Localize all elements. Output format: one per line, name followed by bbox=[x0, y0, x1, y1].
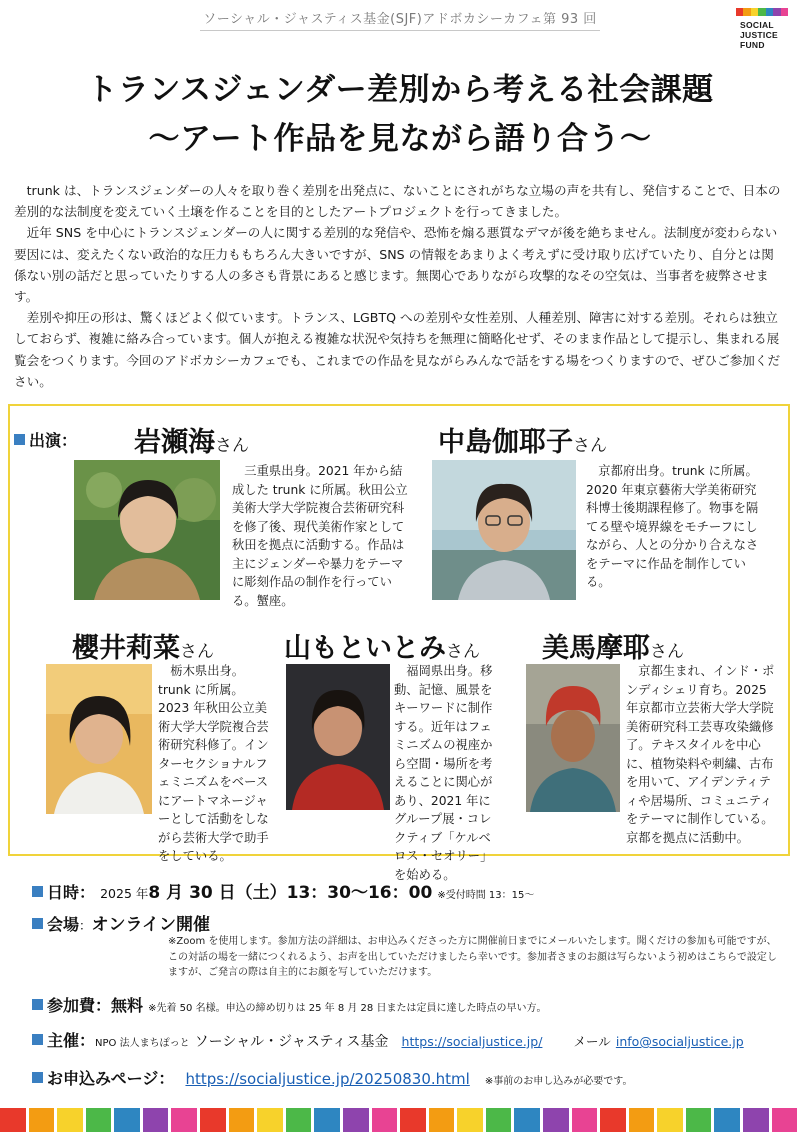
bio-mima: 京都生まれ、インド・ポンディシェリ育ち。2025 年京都市立芸術大学大学院美術研究科工芸専攻染織修了。テキスタイルを中心に、植物染料や刺繍、古布を用いて、アイデンティティや居場所、コミュニティをテーマに制作している。京都を拠点に活動中。 bbox=[626, 664, 775, 845]
event-host-row bbox=[32, 1028, 744, 1051]
venue-separator: ： bbox=[79, 918, 92, 933]
logo-color-swatch bbox=[766, 8, 773, 16]
date-label: 日時： bbox=[47, 883, 96, 902]
color-strip-block bbox=[286, 1108, 312, 1132]
venue-value: オンライン開催 bbox=[91, 915, 211, 935]
host-label: 主催： bbox=[47, 1031, 96, 1050]
portrait-photo-mima bbox=[526, 664, 620, 812]
color-strip-footer bbox=[0, 1108, 800, 1132]
bio-sakurai: 栃木県出身。trunk に所属。2023 年秋田公立美術大学大学院複合芸術研究科修了。インターセクショナルフェミニズムをベースにアートマネージャーとして活動をしながら芸術大学で助手をしている。 bbox=[158, 664, 269, 863]
apply-note: ※事前のお申し込みが必要です。 bbox=[484, 1076, 633, 1087]
color-strip-block bbox=[86, 1108, 112, 1132]
venue-label: 会場 bbox=[47, 915, 80, 934]
cast-name-yamamoto bbox=[284, 626, 480, 665]
logo-wordmark bbox=[740, 20, 778, 50]
host-org: ソーシャル・ジャスティス基金 bbox=[194, 1034, 389, 1050]
logo-line: SOCIAL bbox=[740, 20, 774, 30]
event-fee-row bbox=[32, 993, 546, 1016]
logo-line: JUSTICE bbox=[740, 30, 778, 40]
color-strip-block bbox=[543, 1108, 569, 1132]
color-strip-block bbox=[114, 1108, 140, 1132]
fee-note: ※先着 50 名様。申込の締め切りは 25 年 8 月 28 日または定員に達した時点の早い方。 bbox=[148, 1003, 547, 1014]
date-year: 2025 年 bbox=[100, 886, 149, 901]
sjf-logo bbox=[736, 8, 788, 60]
color-strip-block bbox=[343, 1108, 369, 1132]
person-name: 美馬摩耶 bbox=[542, 633, 650, 664]
logo-color-bar bbox=[736, 8, 788, 16]
color-strip-block bbox=[657, 1108, 683, 1132]
color-strip-block bbox=[686, 1108, 712, 1132]
page-title-line1: トランスジェンダー差別から考える社会課題 bbox=[86, 72, 714, 108]
cast-name-iwase bbox=[134, 420, 249, 459]
page-title-line2: 〜アート作品を見ながら語り合う〜 bbox=[148, 121, 652, 157]
color-strip-block bbox=[229, 1108, 255, 1132]
fee-label: 参加費：無料 bbox=[47, 996, 144, 1015]
color-strip-block bbox=[772, 1108, 798, 1132]
color-strip-block bbox=[400, 1108, 426, 1132]
host-url-link[interactable]: https://socialjustice.jp/ bbox=[401, 1034, 543, 1049]
logo-color-swatch bbox=[773, 8, 780, 16]
color-strip-block bbox=[486, 1108, 512, 1132]
color-strip-block bbox=[57, 1108, 83, 1132]
honorific: さん bbox=[180, 642, 214, 662]
logo-line: FUND bbox=[740, 40, 765, 50]
portrait-photo-sakurai bbox=[46, 664, 152, 814]
cast-name-nakajima bbox=[438, 420, 607, 459]
person-name: 山もといとみ bbox=[284, 633, 446, 664]
honorific: さん bbox=[446, 642, 480, 662]
cast-name-sakurai bbox=[72, 626, 214, 665]
color-strip-block bbox=[429, 1108, 455, 1132]
color-strip-block bbox=[514, 1108, 540, 1132]
portrait-photo-iwase bbox=[74, 460, 220, 600]
color-strip-block bbox=[372, 1108, 398, 1132]
logo-color-swatch bbox=[781, 8, 788, 16]
square-bullet-icon bbox=[14, 434, 25, 445]
color-strip-block bbox=[600, 1108, 626, 1132]
person-name: 櫻井莉菜 bbox=[72, 633, 180, 664]
logo-color-swatch bbox=[758, 8, 765, 16]
square-bullet-icon bbox=[32, 1072, 43, 1083]
event-apply-row bbox=[32, 1066, 633, 1089]
color-strip-block bbox=[29, 1108, 55, 1132]
honorific: さん bbox=[573, 436, 607, 456]
color-strip-block bbox=[314, 1108, 340, 1132]
color-strip-block bbox=[629, 1108, 655, 1132]
series-underline bbox=[200, 30, 600, 31]
apply-url-link[interactable]: https://socialjustice.jp/20250830.html bbox=[185, 1070, 470, 1088]
color-strip-block bbox=[143, 1108, 169, 1132]
venue-note: ※Zoom を使用します。参加方法の詳細は、お申込みくださった方に開催前日までにメールいたします。聞くだけの参加も可能ですが、この対話の場を一緒につくれるよう、お声を出していただけましたら幸いです。参加者さまのお顔は写らないよう初めはこちらで設定しますが、ご発言の際は自主的にお顔を写していただけます。 bbox=[168, 936, 777, 978]
bio-nakajima: 京都府出身。trunk に所属。2020 年東京藝術大学美術研究科博士後期課程修了。物事を隔てる壁や境界線をモチーフにしながら、人との分かり合えなさをテーマに作品を制作している。 bbox=[586, 464, 759, 589]
apply-label: お申込みページ： bbox=[47, 1069, 175, 1088]
date-value: 8 月 30 日（土）13：30〜16：00 bbox=[148, 883, 433, 903]
color-strip-block bbox=[714, 1108, 740, 1132]
date-note: ※受付時間 13：15〜 bbox=[437, 890, 535, 901]
color-strip-block bbox=[572, 1108, 598, 1132]
cast-name-mima bbox=[542, 626, 684, 665]
portrait-photo-yamamoto bbox=[286, 664, 390, 810]
portrait-photo-nakajima bbox=[432, 460, 576, 600]
color-strip-block bbox=[171, 1108, 197, 1132]
bio-yamamoto: 福岡県出身。移動、記憶、風景をキーワードに制作する。近年はフェミニズムの視座から空間・場所を考えることに関心があり、2021 年にグループ展・コレクティブ「ケルベロス・セオリー」を始める。 bbox=[394, 664, 493, 882]
mail-address-link[interactable]: info@socialjustice.jp bbox=[615, 1034, 744, 1049]
color-strip-block bbox=[743, 1108, 769, 1132]
color-strip-block bbox=[0, 1108, 26, 1132]
square-bullet-icon bbox=[32, 1034, 43, 1045]
host-org-small: NPO 法人まちぽっと bbox=[95, 1038, 190, 1049]
cast-heading bbox=[14, 428, 77, 451]
logo-color-swatch bbox=[751, 8, 758, 16]
intro-paragraph: 差別や抑圧の形は、驚くほどよく似ています。トランス、LGBTQ への差別や女性差別、人種差別、障害に対する差別。それらは独立しておらず、複雑に絡み合っています。個人が抱える複雑な状況や気持ちを無理に簡略化せず、そのまま作品として提示し、集まれる展覧会をつくります。今回のアドボカシーカフェでも、これまでの作品を見ながらみんなで話をする場をつくりますので、ぜひご参加ください。 bbox=[14, 310, 781, 389]
bio-iwase: 三重県出身。2021 年から結成した trunk に所属。秋田公立美術大学大学院複合芸術研究科を修了後、現代美術作家として秋田を拠点に活動する。作品は主にジェンダーや暴力をテーマに彫刻作品の制作を行っている。蟹座。 bbox=[232, 464, 408, 608]
person-name: 中島伽耶子 bbox=[438, 427, 573, 458]
color-strip-block bbox=[457, 1108, 483, 1132]
color-strip-block bbox=[257, 1108, 283, 1132]
logo-color-swatch bbox=[736, 8, 743, 16]
event-venue-row bbox=[32, 910, 210, 935]
square-bullet-icon bbox=[32, 918, 43, 929]
person-name: 岩瀬海 bbox=[134, 427, 215, 458]
square-bullet-icon bbox=[32, 999, 43, 1010]
intro-paragraph: trunk は、トランスジェンダーの人々を取り巻く差別を出発点に、ないことにされがちな立場の声を共有し、発信することで、日本の差別的な法制度を変えていく土壌を作ることを目的としたアートプロジェクトを行ってきました。 bbox=[14, 183, 781, 220]
logo-color-swatch bbox=[743, 8, 750, 16]
color-strip-block bbox=[200, 1108, 226, 1132]
intro-paragraph: 近年 SNS を中心にトランスジェンダーの人に関する差別的な発信や、恐怖を煽る悪質なデマが後を絶ちません。法制度が変わらない要因には、変えたくない政治的な圧力ももちろん大きいですが、SNS の情報をあまりよく考えずに受け取り広げていたり、自分とは関係ない別の話だと思っていたりする人の多さも背景にあると感じます。無関心でありながら攻撃的なその空気は、当事者を疲弊させます。 bbox=[14, 225, 778, 305]
series-label: ソーシャル・ジャスティス基金(SJF)アドボカシーカフェ第 93 回 bbox=[203, 12, 597, 27]
event-date-row bbox=[32, 878, 534, 903]
honorific: さん bbox=[215, 436, 249, 456]
mail-label: メール bbox=[573, 1034, 611, 1049]
cast-label: 出演： bbox=[29, 431, 78, 450]
honorific: さん bbox=[650, 642, 684, 662]
intro-text bbox=[14, 180, 784, 392]
square-bullet-icon bbox=[32, 886, 43, 897]
